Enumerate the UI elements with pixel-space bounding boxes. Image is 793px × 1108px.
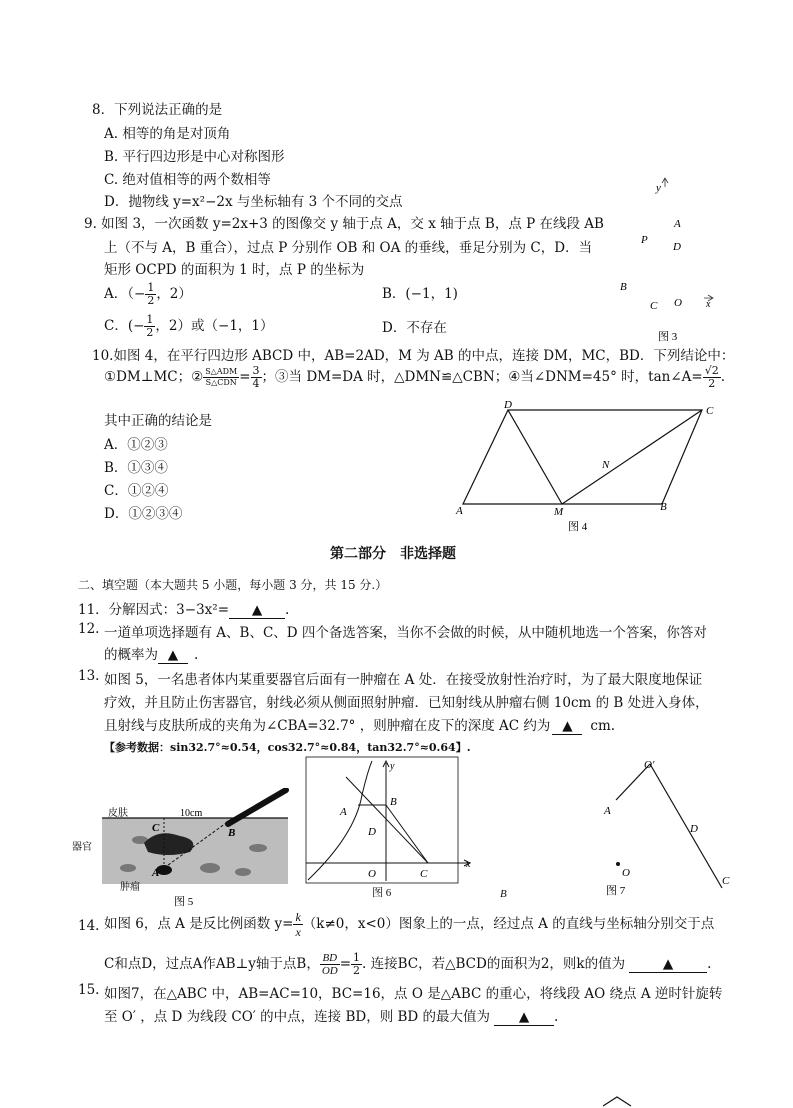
fig3-label-x: x [706,299,711,310]
q12-line2 [104,643,198,664]
q12-line2-text: 的概率为 [104,647,158,663]
q10-equals: = [239,369,251,385]
q8-option-c: C. 绝对值相等的两个数相等 [104,172,271,188]
fig6-label-o: O [368,868,376,880]
q14-line1-suffix: （k≠0，x<0）图象上的一点，经过点 A 的直线与坐标轴分别交于点 [302,916,715,932]
q9-line1: 9. 如图 3，一次函数 y=2x+3 的图像交 y 轴于点 A，交 x 轴于点 B，点 P 在线段 AB [84,216,604,232]
q8-stem: 8．下列说法正确的是 [92,102,223,118]
fig6-label-a: A [340,806,347,818]
q15-number: 15. [78,982,100,998]
fig3-label-p: P [641,234,648,246]
fig7-caption: 图 7 [606,885,626,897]
q8-option-b: B. 平行四边形是中心对称图形 [104,149,285,165]
q14-answer-blank: ▲ [629,956,707,973]
fig7-label-d: D [690,823,698,835]
figure-4 [450,398,730,538]
fig7-label-o: O [622,867,630,879]
fig7-label-o-prime: O′ [644,759,655,771]
fig5-texture [249,844,267,852]
fig5-label-c: C [152,822,160,834]
q10-option-d: D．①②③④ [104,506,183,522]
fig3-label-b: B [620,281,627,293]
q12-number: 12. [78,621,100,637]
q10-tan-fraction [703,365,721,390]
q14-line1 [104,910,714,939]
fig4-segment-mc [562,410,702,504]
fig4-label-d: D [504,399,512,411]
fig3-label-a: A [674,218,681,230]
q12-end: . [194,647,199,663]
q11-answer-blank: ▲ [229,602,285,619]
q10-option-b: B．①③④ [104,460,168,476]
q10-option-c: C．①②④ [104,483,169,499]
fig3-label-d: D [673,241,681,253]
q13-line3-text: 且射线与皮肤所成的夹角为∠CBA=32.7° ，则肿瘤在皮下的深度 AC 约为 [104,718,551,734]
q10-end: . [720,369,725,385]
fig4-label-c: C [706,405,714,417]
q9-option-a-prefix: A．（− [104,286,146,302]
q14-line2-prefix: C和点D，过点A作AB⊥y轴于点B， [104,956,320,972]
q9-option-c-fraction [144,314,155,339]
fraction-denominator: 2 [146,326,154,339]
fig7-point-o [616,862,620,866]
q9-option-d: D．不存在 [382,320,447,336]
fig4-label-n: N [602,459,610,471]
fig5-label-tumor: 肿瘤 [120,882,140,893]
q14-line1-prefix: 如图 6，点 A 是反比例函数 y= [104,916,294,932]
q13-reference-data: 【参考数据：sin32.7°≈0.54，cos32.7°≈0.84，tan32.7°≈0.64】. [104,741,471,754]
fraction-denominator: OD [321,965,338,977]
fig6-label-b: B [390,796,397,808]
q9-line3: 矩形 OCPD 的面积为 1 时，点 P 的坐标为 [104,262,365,278]
part2-title: 第二部分 非选择题 [330,546,456,562]
q13-line3 [104,714,615,735]
figure-7 [590,752,740,900]
section2-heading: 二、填空题（本大题共 5 小题，每小题 3 分，共 15 分.） [78,578,388,592]
q9-option-c [104,314,274,339]
q9-option-c-prefix: C．(− [104,318,145,334]
q10-line1: 10.如图 4，在平行四边形 ABCD 中，AB=2AD，M 为 AB 的中点，连接 DM，MC，BD．下列结论中： [92,348,735,364]
q9-line2: 上（不与 A，B 重合），过点 P 分别作 OB 和 OA 的垂线，垂足分别为 C，D．当 [104,240,593,256]
fig6-frame [306,757,458,883]
q14-fraction-bd-od [320,952,340,977]
fig5-label-skin: 皮肤 [108,808,128,819]
q14-number: 14. [78,918,100,934]
fig5-texture [200,863,220,873]
fig5-label-b: B [228,827,236,839]
fig6-line-ac [346,777,428,863]
fraction-denominator: 2 [708,377,716,390]
q13-answer-blank: ▲ [552,718,582,735]
q10-option-a: A．①②③ [104,437,168,453]
fraction-numerator: 1 [146,313,154,326]
fig5-texture [235,868,251,876]
q10-conclusion-3: ；③当 DM=DA 时，△DMN≌△CBN；④当∠DNM=45° 时，tan∠A= [261,369,703,385]
fraction-denominator: 4 [252,377,260,390]
q14-line2 [104,952,711,977]
fraction-numerator: S△ADM [205,367,238,376]
q10-area-ratio-fraction [203,367,239,388]
q14-fraction-k-over-x [293,910,302,939]
fig5-caption: 图 5 [174,896,194,908]
q14-line2-suffix: . 连接BC，若△BCD的面积为2，则k的值为 [362,956,626,972]
fig6-caption: 图 6 [372,887,392,899]
q11-text: 11．分解因式：3−3x²= [78,602,230,618]
q14-equals: = [339,956,352,972]
figure-3 [610,175,730,345]
fig6-hyperbola [308,761,372,880]
fig6-label-y: y [390,761,395,772]
fig5-label-a: A [152,867,160,879]
fig4-label-a: A [456,505,463,517]
fig6-label-c: C [420,868,428,880]
q13-number: 13. [78,668,100,684]
q15-line2-text: 至 O′ ，点 D 为线段 CO′ 的中点，连接 BD，则 BD 的最大值为 [104,1009,491,1025]
fig5-texture [120,864,136,872]
fraction-denominator: 2 [353,964,361,977]
q9-option-a-suffix: ，2） [156,286,192,302]
q15-end: . [554,1009,559,1025]
fig5-label-organ: 器官 [72,842,92,853]
chevron-up-icon[interactable] [600,1094,634,1108]
q9-option-b: B．(−1，1) [382,286,458,302]
q13-line1: 如图 5，一名患者体内某重要器官后面有一肿瘤在 A 处．在接受放射性治疗时，为了最大限度地保证 [104,672,703,688]
fig4-label-m: M [554,506,564,518]
figure-6 [300,755,485,887]
fraction-numerator: k [295,910,301,924]
q15-line2 [104,1005,558,1026]
fig3-label-y: y [656,182,661,194]
figure-5 [68,788,298,910]
fraction-numerator: 1 [353,951,361,964]
fraction-numerator: 1 [147,281,155,294]
q14-end: . [707,956,712,972]
q9-option-a-fraction [145,282,156,307]
fig6-label-d: D [368,826,376,838]
q9-option-c-suffix: ，2）或（−1，1） [155,318,274,334]
q14-fraction-half [351,952,362,977]
q11-end: . [285,602,290,618]
fraction-denominator: x [295,925,301,939]
q10-conclusion-1: ①DM⊥MC；② [104,369,204,385]
fig3-caption: 图 3 [658,331,678,343]
q12-answer-blank: ▲ [158,647,188,664]
q15-line1: 如图7，在△ABC 中，AB=AC=10，BC=16，点 O 是△ABC 的重心，将线段 AO 绕点 A 逆时针旋转 [104,986,723,1002]
q8-option-a: A. 相等的角是对顶角 [104,126,231,142]
fig6-label-x: x [466,859,471,870]
q13-line2: 疗效，并且防止伤害器官，射线必须从侧面照射肿瘤．已知射线从肿瘤右侧 10cm 的 B 处进入身体， [104,695,709,711]
fig3-y-arrow-icon [662,178,668,187]
q11 [78,598,289,619]
q9-option-a [104,282,192,307]
q10-ratio-fraction [251,365,262,390]
fig4-caption: 图 4 [568,521,588,533]
q15-answer-blank: ▲ [494,1009,554,1026]
fig4-segment-dm [508,410,562,504]
fraction-numerator: 3 [252,364,260,377]
fig5-label-distance: 10cm [180,808,203,819]
fig4-label-b: B [660,501,667,513]
fig7-stray-b: B [500,888,507,900]
q10-answer-stem: 其中正确的结论是 [104,413,212,429]
q10-line2 [104,365,725,390]
fraction-numerator: √2 [704,364,719,377]
q12-line1: 一道单项选择题有 A、B、C、D 四个备选答案，当你不会做的时候，从中随机地选一个答案，你答对 [104,625,707,641]
fig7-segment-oc [650,764,722,888]
fig6-segment-bc [386,805,428,863]
fig3-label-c: C [650,300,658,312]
q13-unit: cm. [590,718,616,734]
fraction-denominator: S△CDN [205,378,237,387]
fraction-denominator: 2 [147,294,155,307]
fig3-label-o: O [674,297,682,309]
fig7-label-a: A [604,805,611,817]
fraction-numerator: BD [320,952,340,965]
q8-option-d: D．抛物线 y=x²−2x 与坐标轴有 3 个不同的交点 [104,194,403,210]
fig7-label-c: C [722,875,730,887]
